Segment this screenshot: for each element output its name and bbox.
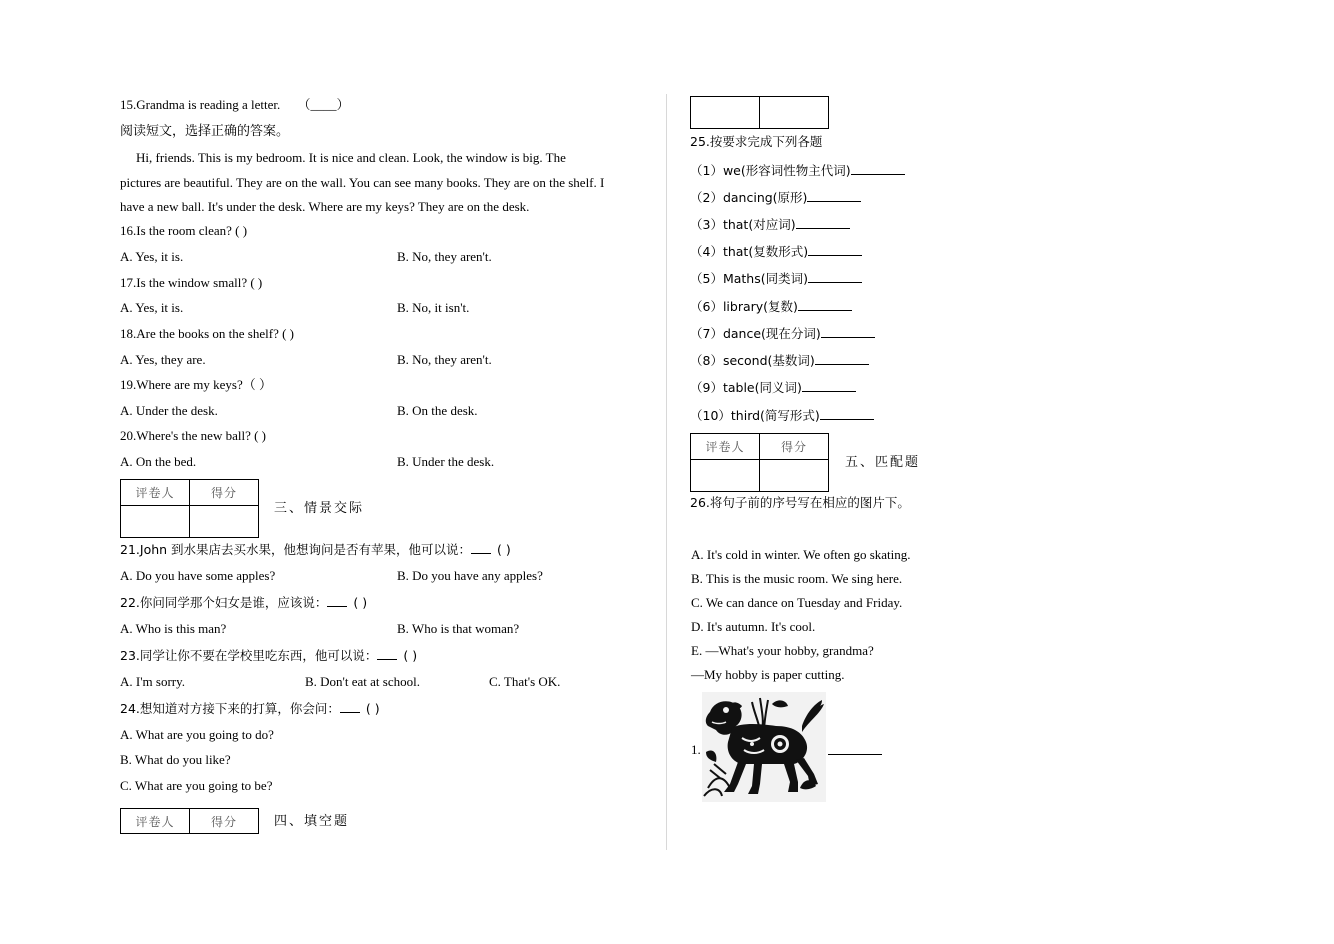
q24-option-b[interactable]: B. What do you like? [120, 752, 231, 767]
q25-blank-9[interactable] [802, 379, 856, 392]
section-4-title: 四、填空题 [274, 814, 350, 829]
q21-answer-paren: ( ) [497, 542, 511, 557]
section-3-title: 三、情景交际 [274, 501, 365, 516]
grading-table-section-3 [120, 479, 259, 538]
q20-option-a[interactable]: A. On the bed. [120, 454, 197, 469]
question-21 [120, 541, 511, 558]
q25-blank-10[interactable] [820, 407, 874, 420]
grade-score-header: 得分 [190, 809, 259, 834]
q22-option-b[interactable]: B. Who is that woman? [397, 621, 520, 636]
q25-item-2: （2）dancing(原形) [690, 189, 861, 206]
q25-item-9: （9）table(同义词) [690, 379, 856, 396]
question-15 [120, 97, 350, 113]
q25-item-5: （5）Maths(同类词) [690, 270, 862, 287]
q24-option-a[interactable]: A. What are you going to do? [120, 727, 274, 742]
q25-item-6: （6）library(复数) [690, 298, 852, 315]
grade-score-cell[interactable] [760, 460, 829, 492]
question-15-answer-slot[interactable]: （____） [297, 97, 350, 112]
question-17: 17.Is the window small? ( ) [120, 275, 263, 290]
q18-option-a[interactable]: A. Yes, they are. [120, 352, 206, 367]
q23-option-c[interactable]: C. That's OK. [489, 674, 561, 689]
passage-line-2: pictures are beautiful. They are on the wall. You can see many books. They are on the shelf. I [120, 175, 605, 190]
question-16: 16.Is the room clean? ( ) [120, 223, 248, 238]
q26-option-c: C. We can dance on Tuesday and Friday. [691, 595, 903, 610]
grade-score-header: 得分 [190, 480, 259, 506]
passage-line-1: Hi, friends. This is my bedroom. It is nice and clean. Look, the window is big. The [136, 150, 566, 165]
q25-item-8: （8）second(基数词) [690, 352, 869, 369]
q17-option-b[interactable]: B. No, it isn't. [397, 300, 470, 315]
picture-1-answer[interactable] [828, 742, 882, 759]
paper-cut-dog-image [702, 692, 826, 802]
question-20: 20.Where's the new ball? ( ) [120, 428, 267, 443]
picture-1-label: 1. [691, 742, 701, 757]
passage-line-3: have a new ball. It's under the desk. Where are my keys? They are on the desk. [120, 199, 530, 214]
q22-answer-paren: ( ) [353, 595, 368, 610]
q23-answer-paren: ( ) [403, 648, 418, 663]
question-21-text: 21.John 到水果店去买水果，他想询问是否有苹果，他可以说： [120, 542, 472, 557]
question-24-text: 24.想知道对方接下来的打算，你会问： [120, 701, 340, 716]
q16-option-a[interactable]: A. Yes, it is. [120, 249, 184, 264]
q20-option-b[interactable]: B. Under the desk. [397, 454, 495, 469]
grading-table-section-5 [690, 433, 829, 492]
q21-option-a[interactable]: A. Do you have some apples? [120, 568, 276, 583]
question-23 [120, 647, 417, 664]
q21-option-b[interactable]: B. Do you have any apples? [397, 568, 543, 583]
question-15-text: 15.Grandma is reading a letter. [120, 97, 281, 112]
grade-score-header: 得分 [760, 434, 829, 460]
q23-option-a[interactable]: A. I'm sorry. [120, 674, 186, 689]
q18-option-b[interactable]: B. No, they aren't. [397, 352, 492, 367]
q23-blank[interactable] [377, 647, 397, 660]
q25-item-7: （7）dance(现在分词) [690, 325, 875, 342]
question-22-text: 22.你问同学那个妇女是谁，应该说： [120, 595, 328, 610]
q25-blank-4[interactable] [808, 243, 862, 256]
question-25: 25.按要求完成下列各题 [690, 134, 823, 149]
q26-option-e-reply: —My hobby is paper cutting. [691, 667, 845, 682]
grade-reviewer-header: 评卷人 [121, 809, 190, 834]
q24-option-c[interactable]: C. What are you going to be? [120, 778, 273, 793]
q21-blank[interactable] [471, 541, 491, 554]
grade-reviewer-cell[interactable] [691, 460, 760, 492]
q26-option-e: E. —What's your hobby, grandma? [691, 643, 874, 658]
grade-score-cell[interactable] [760, 97, 829, 129]
question-23-text: 23.同学让你不要在学校里吃东西，他可以说： [120, 648, 378, 663]
question-26: 26.将句子前的序号写在相应的图片下。 [690, 495, 910, 510]
q24-answer-paren: ( ) [365, 701, 380, 716]
q22-option-a[interactable]: A. Who is this man? [120, 621, 227, 636]
q25-blank-8[interactable] [815, 352, 869, 365]
grading-table-section-4 [120, 808, 259, 834]
q24-blank[interactable] [340, 700, 360, 713]
grading-table-section-4-scores [690, 96, 829, 129]
grade-reviewer-cell[interactable] [691, 97, 760, 129]
q16-option-b[interactable]: B. No, they aren't. [397, 249, 492, 264]
grade-score-cell[interactable] [190, 506, 259, 538]
question-18: 18.Are the books on the shelf? ( ) [120, 326, 295, 341]
q23-option-b[interactable]: B. Don't eat at school. [305, 674, 420, 689]
question-19: 19.Where are my keys?（ ） [120, 377, 272, 392]
question-22 [120, 594, 367, 611]
q25-blank-5[interactable] [808, 270, 862, 283]
q26-option-a: A. It's cold in winter. We often go skating. [691, 547, 911, 562]
q19-option-b[interactable]: B. On the desk. [397, 403, 478, 418]
section-5-title: 五、匹配题 [845, 455, 921, 470]
reading-instruction: 阅读短文，选择正确的答案。 [120, 124, 290, 139]
q25-item-3: （3）that(对应词) [690, 216, 850, 233]
grade-reviewer-header: 评卷人 [121, 480, 190, 506]
q25-item-4: （4）that(复数形式) [690, 243, 862, 260]
q25-blank-7[interactable] [821, 325, 875, 338]
q19-option-a[interactable]: A. Under the desk. [120, 403, 218, 418]
q17-option-a[interactable]: A. Yes, it is. [120, 300, 184, 315]
q25-item-1: （1）we(形容词性物主代词) [690, 162, 905, 179]
q25-blank-6[interactable] [798, 298, 852, 311]
q26-option-b: B. This is the music room. We sing here. [691, 571, 903, 586]
q25-blank-3[interactable] [796, 216, 850, 229]
q26-option-d: D. It's autumn. It's cool. [691, 619, 816, 634]
question-24 [120, 700, 380, 717]
q25-blank-1[interactable] [851, 162, 905, 175]
q22-blank[interactable] [327, 594, 347, 607]
column-divider [666, 94, 667, 850]
grade-reviewer-header: 评卷人 [691, 434, 760, 460]
q25-item-10: （10）third(简写形式) [690, 407, 874, 424]
grade-reviewer-cell[interactable] [121, 506, 190, 538]
q25-blank-2[interactable] [807, 189, 861, 202]
picture-1-blank[interactable] [828, 742, 882, 755]
